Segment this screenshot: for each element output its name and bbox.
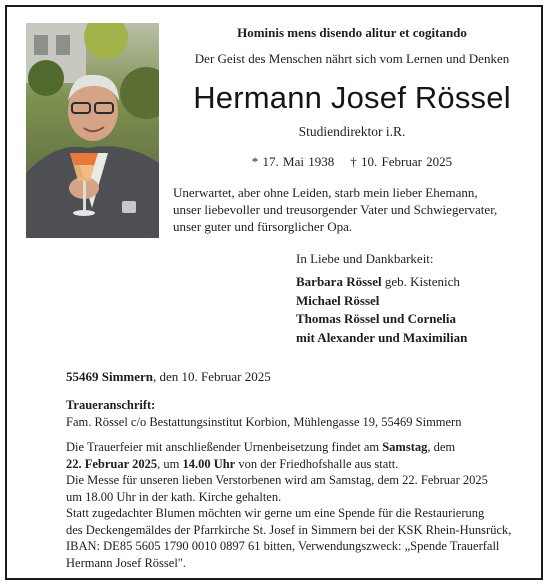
address-heading: Traueranschrift: bbox=[66, 398, 156, 412]
address-text: Fam. Rössel c/o Bestattungsinstitut Korbion, Mühlengasse 19, 55469 Simmern bbox=[66, 415, 462, 429]
thanks-line: In Liebe und Dankbarkeit: bbox=[296, 251, 434, 266]
mourners-list bbox=[296, 273, 467, 347]
ceremony-line-1 bbox=[66, 439, 536, 456]
ceremony-day: Samstag bbox=[382, 440, 428, 454]
intro-line: unser liebevoller und treusorgender Vater und Schwiegervater, bbox=[173, 202, 498, 217]
mourner-2: Michael Rössel bbox=[296, 292, 380, 308]
donation-text bbox=[66, 505, 536, 571]
ceremony-line-2 bbox=[66, 456, 536, 473]
intro-line: Unerwartet, aber ohne Leiden, starb mein lieber Ehemann, bbox=[173, 185, 478, 200]
mourner-1-name: Barbara Rössel bbox=[296, 274, 382, 289]
deceased-name: Hermann Josef Rössel bbox=[193, 80, 511, 115]
death-date: † 10. Februar 2025 bbox=[350, 154, 453, 169]
donation-line: des Deckengemäldes der Pfarrkirche St. Josef in Simmern bei der KSK Rhein-Hunsrück, bbox=[66, 522, 512, 537]
intro-text bbox=[173, 184, 543, 235]
donation-line: IBAN: DE85 5605 1790 0010 0897 61 bitten, Verwendungszweck: „Spende Trauerfall bbox=[66, 539, 500, 553]
birth-date: * 17. Mai 1938 bbox=[251, 154, 335, 169]
donation-line: Statt zugedachter Blumen möchten wir gerne um eine Spende für die Restaurierung bbox=[66, 506, 485, 520]
mourner-3: Thomas Rössel und Cornelia bbox=[296, 311, 456, 326]
ceremony-time: 14.00 Uhr bbox=[182, 456, 236, 471]
mourner-4: mit Alexander und Maximilian bbox=[296, 329, 468, 345]
ceremony-text-part: von der Friedhofshalle aus statt. bbox=[235, 456, 399, 471]
ceremony-text bbox=[66, 439, 536, 505]
mass-line-2: um 18.00 Uhr in der kath. Kirche gehalten. bbox=[66, 489, 282, 504]
latin-motto: Hominis mens disendo alitur et cogitando bbox=[237, 25, 467, 40]
ceremony-date: 22. Februar 2025 bbox=[66, 456, 158, 471]
mourner-1-maiden: geb. Kistenich bbox=[381, 274, 460, 289]
obituary-card bbox=[5, 5, 543, 580]
place-town: 55469 Simmern bbox=[66, 369, 154, 384]
donation-line: Hermann Josef Rössel". bbox=[66, 555, 187, 570]
place-date-text: , den 10. Februar 2025 bbox=[153, 369, 271, 384]
mourner-1 bbox=[296, 273, 467, 292]
portrait-photo bbox=[26, 23, 159, 238]
ceremony-text-part: , dem bbox=[427, 440, 456, 454]
motto-translation: Der Geist des Menschen nährt sich vom Lernen und Denken bbox=[194, 51, 510, 66]
place-date bbox=[66, 369, 271, 385]
intro-line: unser guter und fürsorglicher Opa. bbox=[173, 219, 353, 234]
mass-line-1: Die Messe für unseren lieben Verstorbenen wird am Samstag, dem 22. Februar 2025 bbox=[66, 473, 488, 487]
deceased-title: Studiendirektor i.R. bbox=[298, 124, 406, 139]
life-dates bbox=[167, 154, 537, 170]
ceremony-text-part: Die Trauerfeier mit anschließender Urnenbeisetzung findet am bbox=[66, 440, 383, 454]
ceremony-text-part: , um bbox=[157, 456, 183, 471]
